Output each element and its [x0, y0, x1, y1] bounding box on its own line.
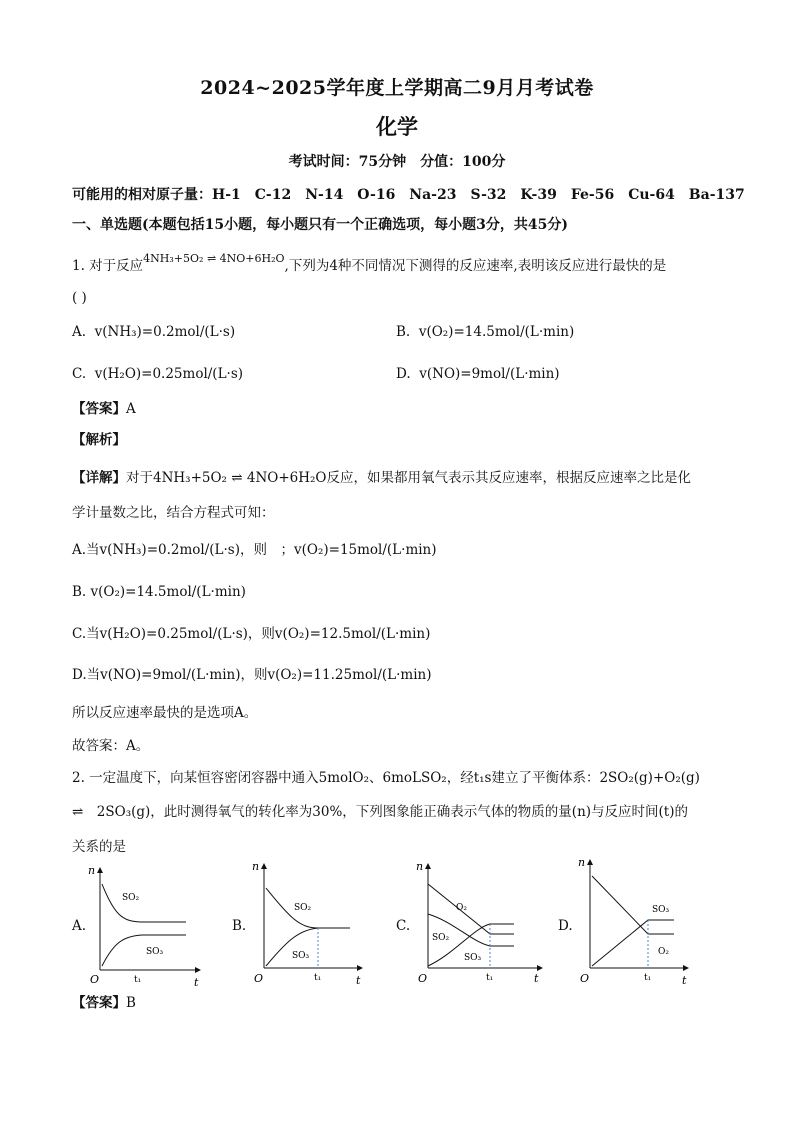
t1-label: t₁: [314, 973, 322, 983]
graph-b-letter: B.: [232, 918, 247, 934]
q1-detail-1: [72, 468, 691, 488]
t-label: t: [534, 972, 539, 985]
graph-c-letter: C.: [396, 918, 411, 934]
o2-label: O₂: [456, 903, 467, 913]
so2-label: SO₂: [294, 903, 312, 913]
answer-value: A: [126, 401, 136, 417]
atomic-masses-line: 可能用的相对原子量：H-1 C-12 N-14 O-16 Na-23 S-32 K-39 Fe-56 Cu-64 Ba-137: [72, 187, 745, 203]
q1-stem-suffix: ,下列为4种不同情况下测得的反应速率,表明该反应进行最快的是: [284, 258, 667, 274]
t1-label: t₁: [644, 973, 652, 983]
q1-conclusion: 所以反应速率最快的是选项A。: [72, 705, 258, 721]
t-label: t: [356, 974, 361, 987]
origin-label: O: [418, 972, 428, 985]
graph-a: [86, 862, 206, 992]
option-text: v(NH₃)=0.2mol/(L·s): [94, 324, 236, 340]
so3-label: SO₃: [652, 905, 670, 915]
t-label: t: [194, 976, 199, 989]
graph-c: [414, 858, 544, 990]
origin-label: O: [580, 972, 590, 985]
q1-option-b: [396, 322, 574, 342]
q2-stem-line1: 2. 一定温度下，向某恒容密闭容器中通入5molO₂、6moLSO₂，经t₁s建立了平衡体系：2SO₂(g)+O₂(g): [72, 770, 700, 786]
q2-stem-line2: ⇌ 2SO₃(g)，此时测得氧气的转化率为30%，下列图象能正确表示气体的物质的量(n)与反应时间(t)的: [72, 804, 688, 820]
n-label: n: [416, 860, 424, 873]
q1-analysis-label: 【解析】: [72, 432, 126, 448]
q2-stem-line3: 关系的是: [72, 839, 126, 855]
q1-option-d: [396, 364, 560, 384]
graph-d-letter: D.: [558, 918, 573, 934]
t1-label: t₁: [134, 975, 142, 985]
option-letter: D.: [396, 366, 411, 382]
origin-label: O: [90, 973, 100, 986]
q1-line-b: B. v(O₂)=14.5mol/(L·min): [72, 584, 246, 600]
so2-curve: [102, 884, 186, 922]
answer-label: 【答案】: [72, 995, 126, 1011]
n-label: n: [88, 864, 96, 877]
q1-detail-2: 学计量数之比，结合方程式可知：: [72, 505, 275, 521]
o2-label: O₂: [658, 947, 669, 957]
so3-curve: [592, 920, 674, 966]
origin-label: O: [254, 972, 264, 985]
so2-label: SO₂: [122, 893, 140, 903]
so3-label: SO₃: [464, 953, 482, 963]
detail-label: 【详解】: [72, 470, 126, 486]
q1-paren: ( ): [72, 290, 87, 306]
q1-final-answer: 故答案：A。: [72, 738, 150, 754]
n-label: n: [578, 856, 586, 869]
graph-d: [576, 854, 694, 992]
graph-a-letter: A.: [72, 918, 87, 934]
t1-label: t₁: [486, 973, 494, 983]
so3-label: SO₃: [146, 947, 164, 957]
q1-option-c: [72, 364, 243, 384]
section-heading: 一、单选题(本题包括15小题，每小题只有一个正确选项，每小题3分，共45分): [72, 217, 568, 233]
option-letter: B.: [396, 324, 411, 340]
so3-curve: [102, 935, 186, 966]
q1-stem-prefix: 1. 对于反应: [72, 258, 144, 274]
exam-title: 2024~2025学年度上学期高二9月月考试卷: [200, 77, 594, 99]
n-label: n: [252, 860, 260, 873]
detail-text: 对于4NH₃+5O₂ ⇌ 4NO+6H₂O反应，如果都用氧气表示其反应速率，根据反应速率之比是化: [126, 470, 691, 486]
so2-label: SO₂: [432, 933, 450, 943]
graph-b: [250, 858, 368, 992]
q1-line-d: D.当v(NO)=9mol/(L·min)，则v(O₂)=11.25mol/(L·min): [72, 667, 432, 683]
option-text: v(O₂)=14.5mol/(L·min): [418, 324, 575, 340]
option-text: v(NO)=9mol/(L·min): [419, 366, 560, 382]
o2-curve: [428, 884, 514, 934]
q1-line-c: C.当v(H₂O)=0.25mol/(L·s)，则v(O₂)=12.5mol/(L·min): [72, 626, 431, 642]
subject-title: 化学: [376, 114, 418, 139]
q1-option-a: [72, 322, 235, 342]
q2-answer: [72, 993, 136, 1013]
q1-stem: [72, 252, 667, 277]
option-text: v(H₂O)=0.25mol/(L·s): [94, 366, 244, 382]
time-score-line: 考试时间：75分钟 分值：100分: [288, 154, 506, 170]
q1-answer: [72, 399, 136, 419]
so3-label: SO₃: [292, 951, 310, 961]
answer-value: B: [126, 995, 136, 1011]
option-letter: A.: [72, 324, 87, 340]
t-label: t: [682, 974, 687, 987]
answer-label: 【答案】: [72, 401, 126, 417]
option-letter: C.: [72, 366, 87, 382]
q1-line-a: A.当v(NH₃)=0.2mol/(L·s)，则 ；v(O₂)=15mol/(L·min): [72, 542, 437, 558]
q1-reaction: 4NH₃+5O₂ ⇌ 4NO+6H₂O: [143, 252, 285, 265]
